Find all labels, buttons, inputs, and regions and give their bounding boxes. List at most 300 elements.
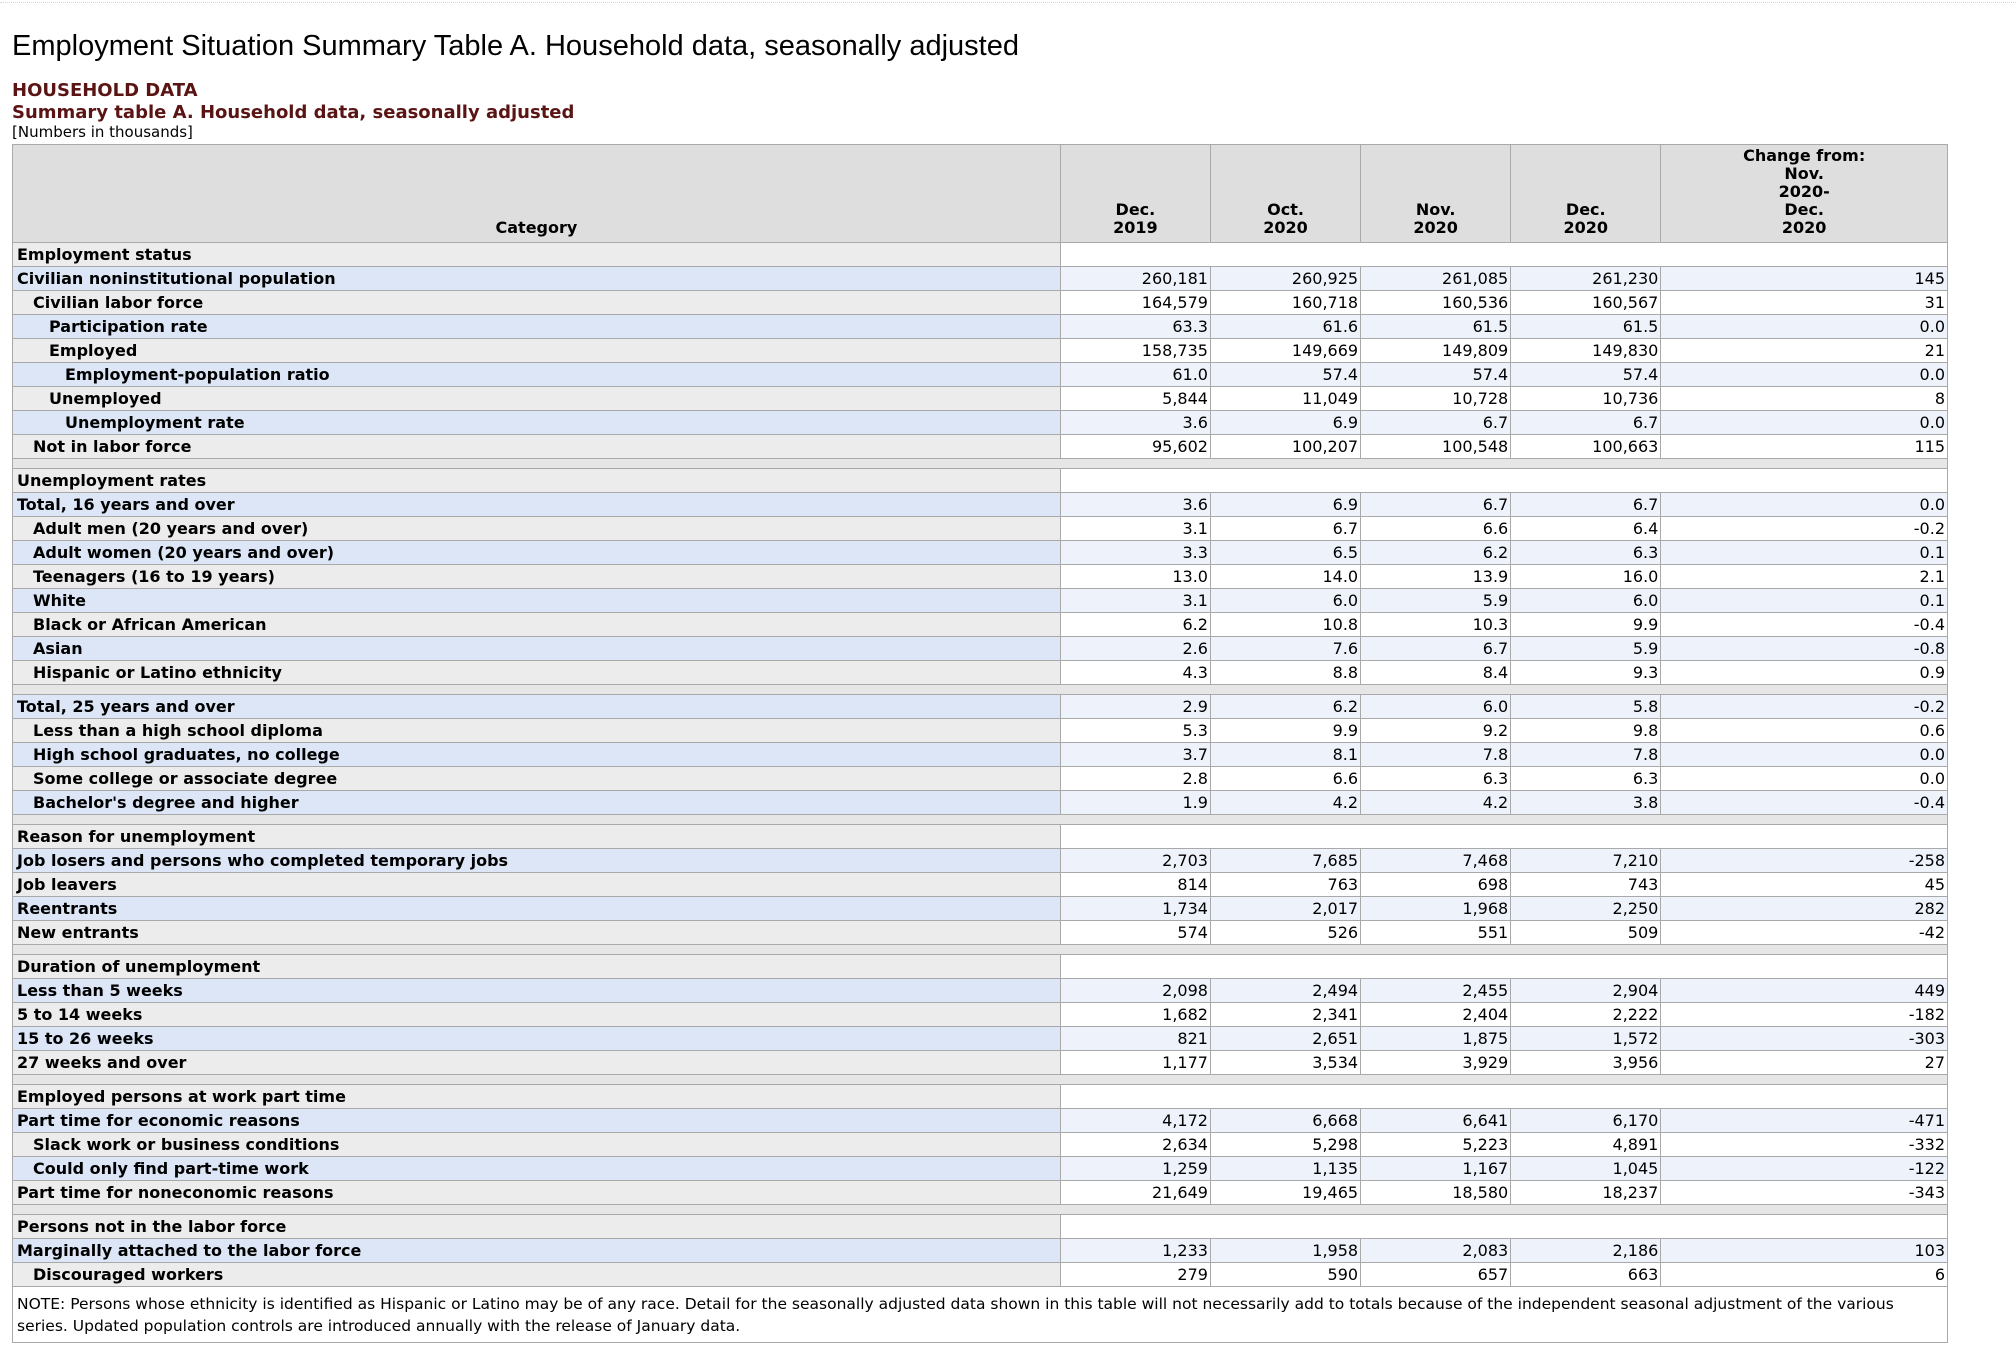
section-blank-cell: [1060, 243, 1947, 267]
spacer-cell: [13, 945, 1948, 955]
change-cell: 115: [1661, 435, 1948, 459]
value-cell: 4.2: [1210, 791, 1360, 815]
value-cell: 149,809: [1361, 339, 1511, 363]
value-cell: 57.4: [1361, 363, 1511, 387]
column-header-month: Dec.: [1115, 200, 1156, 219]
household-data-table: [12, 144, 1948, 1343]
value-cell: 2,222: [1511, 1003, 1661, 1027]
value-cell: 2,404: [1361, 1003, 1511, 1027]
value-cell: 1,259: [1060, 1157, 1210, 1181]
column-header-category: [13, 145, 1061, 243]
change-cell: -0.4: [1661, 791, 1948, 815]
section-header-row: [13, 469, 1948, 493]
value-cell: 4,891: [1511, 1133, 1661, 1157]
value-cell: 6.0: [1361, 695, 1511, 719]
value-cell: 814: [1060, 873, 1210, 897]
section-blank-cell: [1060, 825, 1947, 849]
change-cell: -471: [1661, 1109, 1948, 1133]
section-spacer: [13, 945, 1948, 955]
value-cell: 13.0: [1060, 565, 1210, 589]
table-row: [13, 661, 1948, 685]
table-row: [13, 719, 1948, 743]
section-header-row: [13, 243, 1948, 267]
value-cell: 160,718: [1210, 291, 1360, 315]
value-cell: 1,135: [1210, 1157, 1360, 1181]
value-cell: 5.8: [1511, 695, 1661, 719]
table-row: [13, 613, 1948, 637]
value-cell: 4,172: [1060, 1109, 1210, 1133]
value-cell: 1,682: [1060, 1003, 1210, 1027]
value-cell: 5,223: [1361, 1133, 1511, 1157]
table-row: [13, 315, 1948, 339]
table-row: [13, 1133, 1948, 1157]
value-cell: 18,237: [1511, 1181, 1661, 1205]
value-cell: 63.3: [1060, 315, 1210, 339]
row-label: New entrants: [13, 921, 1061, 945]
value-cell: 61.6: [1210, 315, 1360, 339]
value-cell: 18,580: [1361, 1181, 1511, 1205]
change-cell: -303: [1661, 1027, 1948, 1051]
table-row: [13, 1051, 1948, 1075]
row-label: Participation rate: [13, 315, 1061, 339]
value-cell: 2.6: [1060, 637, 1210, 661]
row-label: High school graduates, no college: [13, 743, 1061, 767]
value-cell: 100,548: [1361, 435, 1511, 459]
value-cell: 6.9: [1210, 493, 1360, 517]
value-cell: 574: [1060, 921, 1210, 945]
value-cell: 261,230: [1511, 267, 1661, 291]
value-cell: 6.7: [1361, 637, 1511, 661]
row-label: Unemployed: [13, 387, 1061, 411]
value-cell: 8.4: [1361, 661, 1511, 685]
change-cell: -258: [1661, 849, 1948, 873]
row-label: Reentrants: [13, 897, 1061, 921]
section-title: Duration of unemployment: [13, 955, 1061, 979]
value-cell: 7.8: [1511, 743, 1661, 767]
column-header-nov-2020: [1361, 145, 1511, 243]
value-cell: 10.3: [1361, 613, 1511, 637]
change-cell: 6: [1661, 1263, 1948, 1287]
change-cell: 103: [1661, 1239, 1948, 1263]
value-cell: 8.8: [1210, 661, 1360, 685]
change-header-line: Change from:: [1743, 146, 1866, 165]
value-cell: 100,663: [1511, 435, 1661, 459]
change-cell: -0.8: [1661, 637, 1948, 661]
table-row: [13, 589, 1948, 613]
row-label: Civilian noninstitutional population: [13, 267, 1061, 291]
value-cell: 57.4: [1210, 363, 1360, 387]
value-cell: 13.9: [1361, 565, 1511, 589]
row-label: Some college or associate degree: [13, 767, 1061, 791]
value-cell: 160,567: [1511, 291, 1661, 315]
column-header-month: Nov.: [1415, 200, 1456, 219]
table-footer: [13, 1287, 1948, 1343]
change-cell: 0.1: [1661, 541, 1948, 565]
section-blank-cell: [1060, 1215, 1947, 1239]
value-cell: 61.5: [1361, 315, 1511, 339]
table-row: [13, 1263, 1948, 1287]
value-cell: 3.3: [1060, 541, 1210, 565]
value-cell: 2,017: [1210, 897, 1360, 921]
value-cell: 21,649: [1060, 1181, 1210, 1205]
value-cell: 2,703: [1060, 849, 1210, 873]
value-cell: 509: [1511, 921, 1661, 945]
change-cell: 0.0: [1661, 411, 1948, 435]
change-cell: 0.0: [1661, 743, 1948, 767]
value-cell: 7.6: [1210, 637, 1360, 661]
change-header-line: Nov.: [1784, 164, 1824, 183]
section-blank-cell: [1060, 955, 1947, 979]
value-cell: 3.6: [1060, 493, 1210, 517]
change-cell: -182: [1661, 1003, 1948, 1027]
value-cell: 1,875: [1361, 1027, 1511, 1051]
table-row: [13, 517, 1948, 541]
table-row: [13, 363, 1948, 387]
value-cell: 2,186: [1511, 1239, 1661, 1263]
value-cell: 61.0: [1060, 363, 1210, 387]
value-cell: 6.6: [1361, 517, 1511, 541]
value-cell: 821: [1060, 1027, 1210, 1051]
table-row: [13, 565, 1948, 589]
column-header-month: Dec.: [1565, 200, 1606, 219]
value-cell: 7,210: [1511, 849, 1661, 873]
column-header-oct-2020: [1210, 145, 1360, 243]
section-spacer: [13, 815, 1948, 825]
change-cell: 0.6: [1661, 719, 1948, 743]
value-cell: 2,904: [1511, 979, 1661, 1003]
change-cell: 8: [1661, 387, 1948, 411]
table-row: [13, 743, 1948, 767]
change-cell: 0.0: [1661, 363, 1948, 387]
column-header-category-label: Category: [495, 218, 578, 237]
change-cell: 27: [1661, 1051, 1948, 1075]
table-row: [13, 291, 1948, 315]
change-cell: 0.1: [1661, 589, 1948, 613]
section-title: Employment status: [13, 243, 1061, 267]
value-cell: 7,468: [1361, 849, 1511, 873]
value-cell: 9.9: [1210, 719, 1360, 743]
row-label: Total, 25 years and over: [13, 695, 1061, 719]
value-cell: 2,455: [1361, 979, 1511, 1003]
value-cell: 698: [1361, 873, 1511, 897]
table-row: [13, 1109, 1948, 1133]
change-cell: -0.2: [1661, 695, 1948, 719]
value-cell: 100,207: [1210, 435, 1360, 459]
value-cell: 19,465: [1210, 1181, 1360, 1205]
change-cell: 45: [1661, 873, 1948, 897]
footnote-row: [13, 1287, 1948, 1343]
table-row: [13, 695, 1948, 719]
row-label: Black or African American: [13, 613, 1061, 637]
value-cell: 3,956: [1511, 1051, 1661, 1075]
value-cell: 149,669: [1210, 339, 1360, 363]
spacer-cell: [13, 815, 1948, 825]
section-header-row: [13, 955, 1948, 979]
section-title: Reason for unemployment: [13, 825, 1061, 849]
change-cell: -0.4: [1661, 613, 1948, 637]
value-cell: 5.3: [1060, 719, 1210, 743]
value-cell: 1,968: [1361, 897, 1511, 921]
table-row: [13, 493, 1948, 517]
footnote: NOTE: Persons whose ethnicity is identified as Hispanic or Latino may be of any race. Detail for the seasonally adjusted data shown in this table will not necessarily add to totals because of the independent seasonal adjustment of the various series. Updated population controls are introduced annually with the release of January data.: [13, 1287, 1948, 1343]
spacer-cell: [13, 1205, 1948, 1215]
table-row: [13, 897, 1948, 921]
table-row: [13, 979, 1948, 1003]
section-blank-cell: [1060, 469, 1947, 493]
value-cell: 2.9: [1060, 695, 1210, 719]
value-cell: 1,045: [1511, 1157, 1661, 1181]
value-cell: 9.2: [1361, 719, 1511, 743]
row-label: Slack work or business conditions: [13, 1133, 1061, 1157]
row-label: 15 to 26 weeks: [13, 1027, 1061, 1051]
table-row: [13, 541, 1948, 565]
value-cell: 158,735: [1060, 339, 1210, 363]
units-note: [Numbers in thousands]: [12, 123, 193, 141]
row-label: Asian: [13, 637, 1061, 661]
value-cell: 6.6: [1210, 767, 1360, 791]
value-cell: 6,668: [1210, 1109, 1360, 1133]
value-cell: 3.7: [1060, 743, 1210, 767]
row-label: Adult women (20 years and over): [13, 541, 1061, 565]
row-label: Discouraged workers: [13, 1263, 1061, 1287]
section-spacer: [13, 1205, 1948, 1215]
value-cell: 16.0: [1511, 565, 1661, 589]
value-cell: 1,177: [1060, 1051, 1210, 1075]
table-header: [13, 145, 1948, 243]
section-title: Employed persons at work part time: [13, 1085, 1061, 1109]
spacer-cell: [13, 685, 1948, 695]
value-cell: 9.9: [1511, 613, 1661, 637]
value-cell: 10.8: [1210, 613, 1360, 637]
row-label: Bachelor's degree and higher: [13, 791, 1061, 815]
value-cell: 10,728: [1361, 387, 1511, 411]
section-header-row: [13, 1215, 1948, 1239]
change-cell: -42: [1661, 921, 1948, 945]
value-cell: 5.9: [1511, 637, 1661, 661]
change-header-line: 2020: [1781, 218, 1827, 237]
value-cell: 95,602: [1060, 435, 1210, 459]
value-cell: 6.9: [1210, 411, 1360, 435]
value-cell: 1,167: [1361, 1157, 1511, 1181]
change-cell: -0.2: [1661, 517, 1948, 541]
change-cell: 31: [1661, 291, 1948, 315]
row-label: Part time for noneconomic reasons: [13, 1181, 1061, 1205]
column-header-year: 2019: [1113, 218, 1158, 237]
table-row: [13, 339, 1948, 363]
column-header-dec-2019: [1060, 145, 1210, 243]
table-row: [13, 1027, 1948, 1051]
row-label: Hispanic or Latino ethnicity: [13, 661, 1061, 685]
value-cell: 160,536: [1361, 291, 1511, 315]
column-header-month: Oct.: [1267, 200, 1304, 219]
value-cell: 743: [1511, 873, 1661, 897]
row-label: Adult men (20 years and over): [13, 517, 1061, 541]
change-cell: 0.9: [1661, 661, 1948, 685]
section-header-row: [13, 1085, 1948, 1109]
table-row: [13, 1157, 1948, 1181]
value-cell: 6.2: [1361, 541, 1511, 565]
table-row: [13, 435, 1948, 459]
value-cell: 260,925: [1210, 267, 1360, 291]
change-cell: 145: [1661, 267, 1948, 291]
value-cell: 6.7: [1511, 493, 1661, 517]
row-label: Teenagers (16 to 19 years): [13, 565, 1061, 589]
spacer-cell: [13, 459, 1948, 469]
value-cell: 57.4: [1511, 363, 1661, 387]
value-cell: 11,049: [1210, 387, 1360, 411]
value-cell: 4.3: [1060, 661, 1210, 685]
value-cell: 6,170: [1511, 1109, 1661, 1133]
value-cell: 6.0: [1210, 589, 1360, 613]
value-cell: 149,830: [1511, 339, 1661, 363]
row-label: Job losers and persons who completed temporary jobs: [13, 849, 1061, 873]
table-row: [13, 1003, 1948, 1027]
page-content: [12, 24, 2002, 1343]
row-label: Employment-population ratio: [13, 363, 1061, 387]
row-label: Less than 5 weeks: [13, 979, 1061, 1003]
value-cell: 2,098: [1060, 979, 1210, 1003]
page-title: Employment Situation Summary Table A. Household data, seasonally adjusted: [12, 30, 1019, 62]
section-spacer: [13, 685, 1948, 695]
spacer-cell: [13, 1075, 1948, 1085]
row-label: Could only find part-time work: [13, 1157, 1061, 1181]
row-label: 27 weeks and over: [13, 1051, 1061, 1075]
value-cell: 1,958: [1210, 1239, 1360, 1263]
value-cell: 2,634: [1060, 1133, 1210, 1157]
table-title: Summary table A. Household data, seasonally adjusted: [12, 102, 575, 123]
column-header-dec-2020: [1511, 145, 1661, 243]
table-row: [13, 921, 1948, 945]
value-cell: 5,844: [1060, 387, 1210, 411]
change-cell: 2.1: [1661, 565, 1948, 589]
change-cell: -332: [1661, 1133, 1948, 1157]
value-cell: 6.5: [1210, 541, 1360, 565]
section-spacer: [13, 1075, 1948, 1085]
value-cell: 6.7: [1361, 493, 1511, 517]
change-header-line: 2020-: [1778, 182, 1830, 201]
value-cell: 3.1: [1060, 517, 1210, 541]
change-cell: 0.0: [1661, 493, 1948, 517]
value-cell: 763: [1210, 873, 1360, 897]
value-cell: 3,534: [1210, 1051, 1360, 1075]
section-title: Unemployment rates: [13, 469, 1061, 493]
value-cell: 4.2: [1361, 791, 1511, 815]
value-cell: 279: [1060, 1263, 1210, 1287]
value-cell: 5.9: [1361, 589, 1511, 613]
column-header-year: 2020: [1563, 218, 1609, 237]
value-cell: 6,641: [1361, 1109, 1511, 1133]
value-cell: 2.8: [1060, 767, 1210, 791]
value-cell: 61.5: [1511, 315, 1661, 339]
change-cell: 21: [1661, 339, 1948, 363]
table-row: [13, 767, 1948, 791]
row-label: Employed: [13, 339, 1061, 363]
row-label: Less than a high school diploma: [13, 719, 1061, 743]
value-cell: 663: [1511, 1263, 1661, 1287]
value-cell: 164,579: [1060, 291, 1210, 315]
table-row: [13, 791, 1948, 815]
value-cell: 1,734: [1060, 897, 1210, 921]
row-label: Not in labor force: [13, 435, 1061, 459]
change-cell: -343: [1661, 1181, 1948, 1205]
value-cell: 3.8: [1511, 791, 1661, 815]
table-row: [13, 873, 1948, 897]
row-label: Unemployment rate: [13, 411, 1061, 435]
value-cell: 260,181: [1060, 267, 1210, 291]
value-cell: 2,250: [1511, 897, 1661, 921]
table-row: [13, 1239, 1948, 1263]
table-row: [13, 849, 1948, 873]
change-cell: -122: [1661, 1157, 1948, 1181]
table-row: [13, 387, 1948, 411]
change-cell: 0.0: [1661, 315, 1948, 339]
change-cell: 0.0: [1661, 767, 1948, 791]
value-cell: 2,341: [1210, 1003, 1360, 1027]
value-cell: 6.3: [1361, 767, 1511, 791]
change-cell: 449: [1661, 979, 1948, 1003]
value-cell: 6.4: [1511, 517, 1661, 541]
value-cell: 1.9: [1060, 791, 1210, 815]
value-cell: 9.8: [1511, 719, 1661, 743]
header-row: [13, 145, 1948, 243]
row-label: Total, 16 years and over: [13, 493, 1061, 517]
section-header-row: [13, 825, 1948, 849]
column-header-change: [1661, 145, 1948, 243]
row-label: Part time for economic reasons: [13, 1109, 1061, 1133]
value-cell: 5,298: [1210, 1133, 1360, 1157]
value-cell: 526: [1210, 921, 1360, 945]
change-header-line: Dec.: [1784, 200, 1825, 219]
row-label: White: [13, 589, 1061, 613]
value-cell: 1,233: [1060, 1239, 1210, 1263]
value-cell: 261,085: [1361, 267, 1511, 291]
value-cell: 8.1: [1210, 743, 1360, 767]
value-cell: 6.7: [1511, 411, 1661, 435]
row-label: Civilian labor force: [13, 291, 1061, 315]
top-divider: [0, 2, 2016, 3]
section-blank-cell: [1060, 1085, 1947, 1109]
value-cell: 2,083: [1361, 1239, 1511, 1263]
table-body: [13, 243, 1948, 1287]
table-row: [13, 267, 1948, 291]
table-row: [13, 637, 1948, 661]
value-cell: 14.0: [1210, 565, 1360, 589]
value-cell: 6.7: [1361, 411, 1511, 435]
value-cell: 6.7: [1210, 517, 1360, 541]
change-cell: 282: [1661, 897, 1948, 921]
household-data-label: HOUSEHOLD DATA: [12, 80, 198, 101]
value-cell: 9.3: [1511, 661, 1661, 685]
value-cell: 6.0: [1511, 589, 1661, 613]
value-cell: 3.6: [1060, 411, 1210, 435]
row-label: Marginally attached to the labor force: [13, 1239, 1061, 1263]
value-cell: 6.3: [1511, 767, 1661, 791]
value-cell: 551: [1361, 921, 1511, 945]
section-spacer: [13, 459, 1948, 469]
value-cell: 6.2: [1210, 695, 1360, 719]
row-label: Job leavers: [13, 873, 1061, 897]
value-cell: 3,929: [1361, 1051, 1511, 1075]
column-header-year: 2020: [1413, 218, 1458, 237]
table-row: [13, 1181, 1948, 1205]
value-cell: 590: [1210, 1263, 1360, 1287]
row-label: 5 to 14 weeks: [13, 1003, 1061, 1027]
value-cell: 6.2: [1060, 613, 1210, 637]
value-cell: 6.3: [1511, 541, 1661, 565]
value-cell: 3.1: [1060, 589, 1210, 613]
value-cell: 7.8: [1361, 743, 1511, 767]
table-row: [13, 411, 1948, 435]
